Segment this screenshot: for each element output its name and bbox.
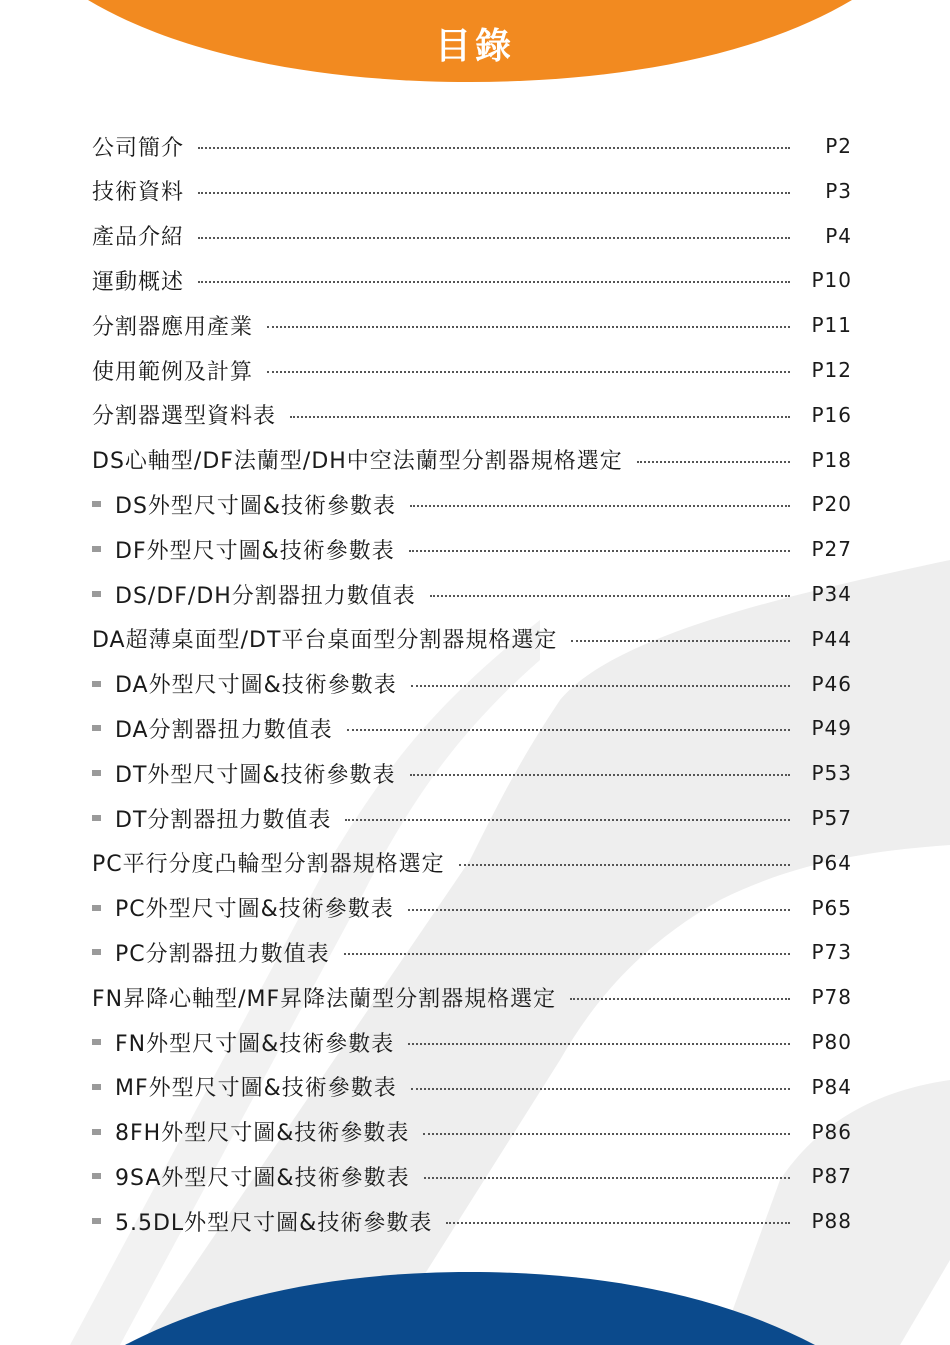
toc-entry[interactable]: [92, 1022, 852, 1062]
dot-leader: [637, 461, 790, 463]
dot-leader: [411, 685, 790, 687]
toc-entry-label: 使用範例及計算: [92, 359, 254, 385]
toc-entry[interactable]: [92, 798, 852, 838]
bullet-icon: [92, 1039, 101, 1045]
dot-leader: [345, 819, 790, 821]
toc-entry-page: P53: [811, 761, 852, 786]
toc-entry-label: PC分割器扭力數值表: [115, 941, 330, 967]
toc-entry-page: P78: [811, 985, 852, 1010]
bullet-icon: [92, 1173, 101, 1179]
toc-entry-label: FN昇降心軸型/MF昇降法蘭型分割器規格選定: [92, 986, 557, 1012]
toc-entry-page: P65: [811, 895, 852, 920]
toc-entry-label: DS外型尺寸圖&技術參數表: [115, 493, 397, 519]
toc-entry-page: P64: [811, 850, 852, 875]
page-title: 目錄: [434, 26, 515, 67]
dot-leader: [198, 192, 790, 194]
toc-entry[interactable]: [92, 1112, 852, 1152]
toc-entry-label: DS/DF/DH分割器扭力數值表: [115, 583, 416, 609]
toc-entry[interactable]: [92, 664, 852, 704]
toc-entry-page: P2: [825, 134, 852, 158]
toc-entry-label: 8FH外型尺寸圖&技術參數表: [115, 1121, 410, 1147]
bullet-icon: [92, 1084, 101, 1090]
toc-entry-page: P57: [811, 806, 852, 830]
toc-entry-page: P11: [811, 313, 852, 338]
bullet-icon: [92, 546, 101, 552]
toc-entry-page: P80: [811, 1030, 852, 1054]
toc-entry-page: P87: [811, 1164, 852, 1189]
toc-entry[interactable]: [92, 932, 852, 972]
dot-leader: [290, 416, 790, 418]
toc-entry-label: 分割器應用產業: [92, 314, 254, 340]
toc-entry-page: P12: [811, 358, 852, 382]
bullet-icon: [92, 725, 101, 731]
toc-entry-label: 技術資料: [92, 180, 185, 206]
dot-leader: [411, 1088, 790, 1090]
toc-entry[interactable]: [92, 574, 852, 614]
toc-entry[interactable]: [92, 888, 852, 928]
toc-entry[interactable]: [92, 126, 852, 166]
toc-entry[interactable]: [92, 260, 852, 300]
toc-entry[interactable]: [92, 395, 852, 435]
dot-leader: [423, 1133, 790, 1135]
dot-leader: [409, 550, 790, 552]
bullet-icon: [92, 591, 101, 597]
toc-entry-page: P49: [811, 716, 852, 741]
toc-entry-page: P44: [811, 626, 852, 651]
toc-entry-label: PC平行分度凸輪型分割器規格選定: [92, 852, 445, 878]
toc-entry-page: P88: [811, 1209, 852, 1234]
toc-entry-label: DA分割器扭力數值表: [115, 717, 333, 743]
toc-entry-label: DS心軸型/DF法蘭型/DH中空法蘭型分割器規格選定: [92, 449, 623, 475]
toc-entry[interactable]: [92, 1156, 852, 1196]
toc-entry-page: P3: [825, 178, 852, 203]
toc-entry-label: DA超薄桌面型/DT平台桌面型分割器規格選定: [92, 628, 558, 654]
toc-entry-label: 5.5DL外型尺寸圖&技術參數表: [115, 1210, 433, 1236]
dot-leader: [267, 371, 790, 373]
toc-entry[interactable]: [92, 1067, 852, 1107]
toc-entry-label: DF外型尺寸圖&技術參數表: [115, 538, 395, 564]
toc-entry-label: 公司簡介: [92, 135, 185, 161]
toc-entry-label: DT分割器扭力數值表: [115, 807, 332, 833]
dot-leader: [570, 998, 790, 1000]
bullet-icon: [92, 905, 101, 911]
toc-entry-label: 產品介紹: [92, 225, 185, 251]
toc-entry-label: 9SA外型尺寸圖&技術參數表: [115, 1165, 410, 1191]
toc-entry-page: P84: [811, 1074, 852, 1099]
bullet-icon: [92, 501, 101, 507]
dot-leader: [459, 864, 790, 866]
bullet-icon: [92, 1218, 101, 1224]
dot-leader: [408, 1043, 790, 1045]
toc-entry[interactable]: [92, 619, 852, 659]
dot-leader: [571, 640, 790, 642]
toc-entry-page: P46: [811, 671, 852, 696]
toc-entry-label: MF外型尺寸圖&技術參數表: [115, 1076, 397, 1102]
dot-leader: [198, 281, 790, 283]
toc-entry-label: 分割器選型資料表: [92, 404, 277, 430]
toc-entry-page: P16: [811, 402, 852, 427]
toc-entry[interactable]: [92, 977, 852, 1017]
bullet-icon: [92, 770, 101, 776]
dot-leader: [410, 774, 790, 776]
dot-leader: [198, 237, 790, 239]
toc-entry[interactable]: [92, 753, 852, 793]
dot-leader: [408, 909, 790, 911]
dot-leader: [267, 326, 790, 328]
bullet-icon: [92, 1129, 101, 1135]
dot-leader: [410, 505, 790, 507]
toc-entry[interactable]: [92, 350, 852, 390]
toc-entry-page: P73: [811, 940, 852, 965]
toc-entry-page: P10: [811, 268, 852, 293]
dot-leader: [347, 729, 790, 731]
dot-leader: [344, 953, 790, 955]
bullet-icon: [92, 815, 101, 821]
toc-entry[interactable]: [92, 171, 852, 211]
toc-entry[interactable]: [92, 1201, 852, 1241]
toc-entry[interactable]: [92, 529, 852, 569]
toc-entry[interactable]: [92, 216, 852, 256]
toc-entry-label: FN外型尺寸圖&技術參數表: [115, 1031, 395, 1057]
toc-entry-page: P86: [811, 1119, 852, 1144]
toc-entry-label: DA外型尺寸圖&技術參數表: [115, 673, 397, 699]
toc-entry-label: 運動概述: [92, 269, 185, 295]
toc-entry-page: P4: [825, 223, 852, 248]
toc-entry[interactable]: [92, 843, 852, 883]
toc-entry-page: P34: [811, 582, 852, 606]
toc-entry[interactable]: [92, 305, 852, 345]
dot-leader: [430, 595, 790, 597]
toc-entry-page: P18: [811, 447, 852, 472]
dot-leader: [198, 147, 790, 149]
toc-entry[interactable]: [92, 440, 852, 480]
toc-entry-label: PC外型尺寸圖&技術參數表: [115, 897, 394, 923]
toc-entry-label: DT外型尺寸圖&技術參數表: [115, 762, 396, 788]
toc-entry-page: P20: [811, 492, 852, 517]
toc-entry[interactable]: [92, 484, 852, 524]
bullet-icon: [92, 681, 101, 687]
bullet-icon: [92, 949, 101, 955]
dot-leader: [446, 1222, 790, 1224]
toc-entry[interactable]: [92, 708, 852, 748]
dot-leader: [424, 1177, 790, 1179]
toc-entry-page: P27: [811, 537, 852, 562]
